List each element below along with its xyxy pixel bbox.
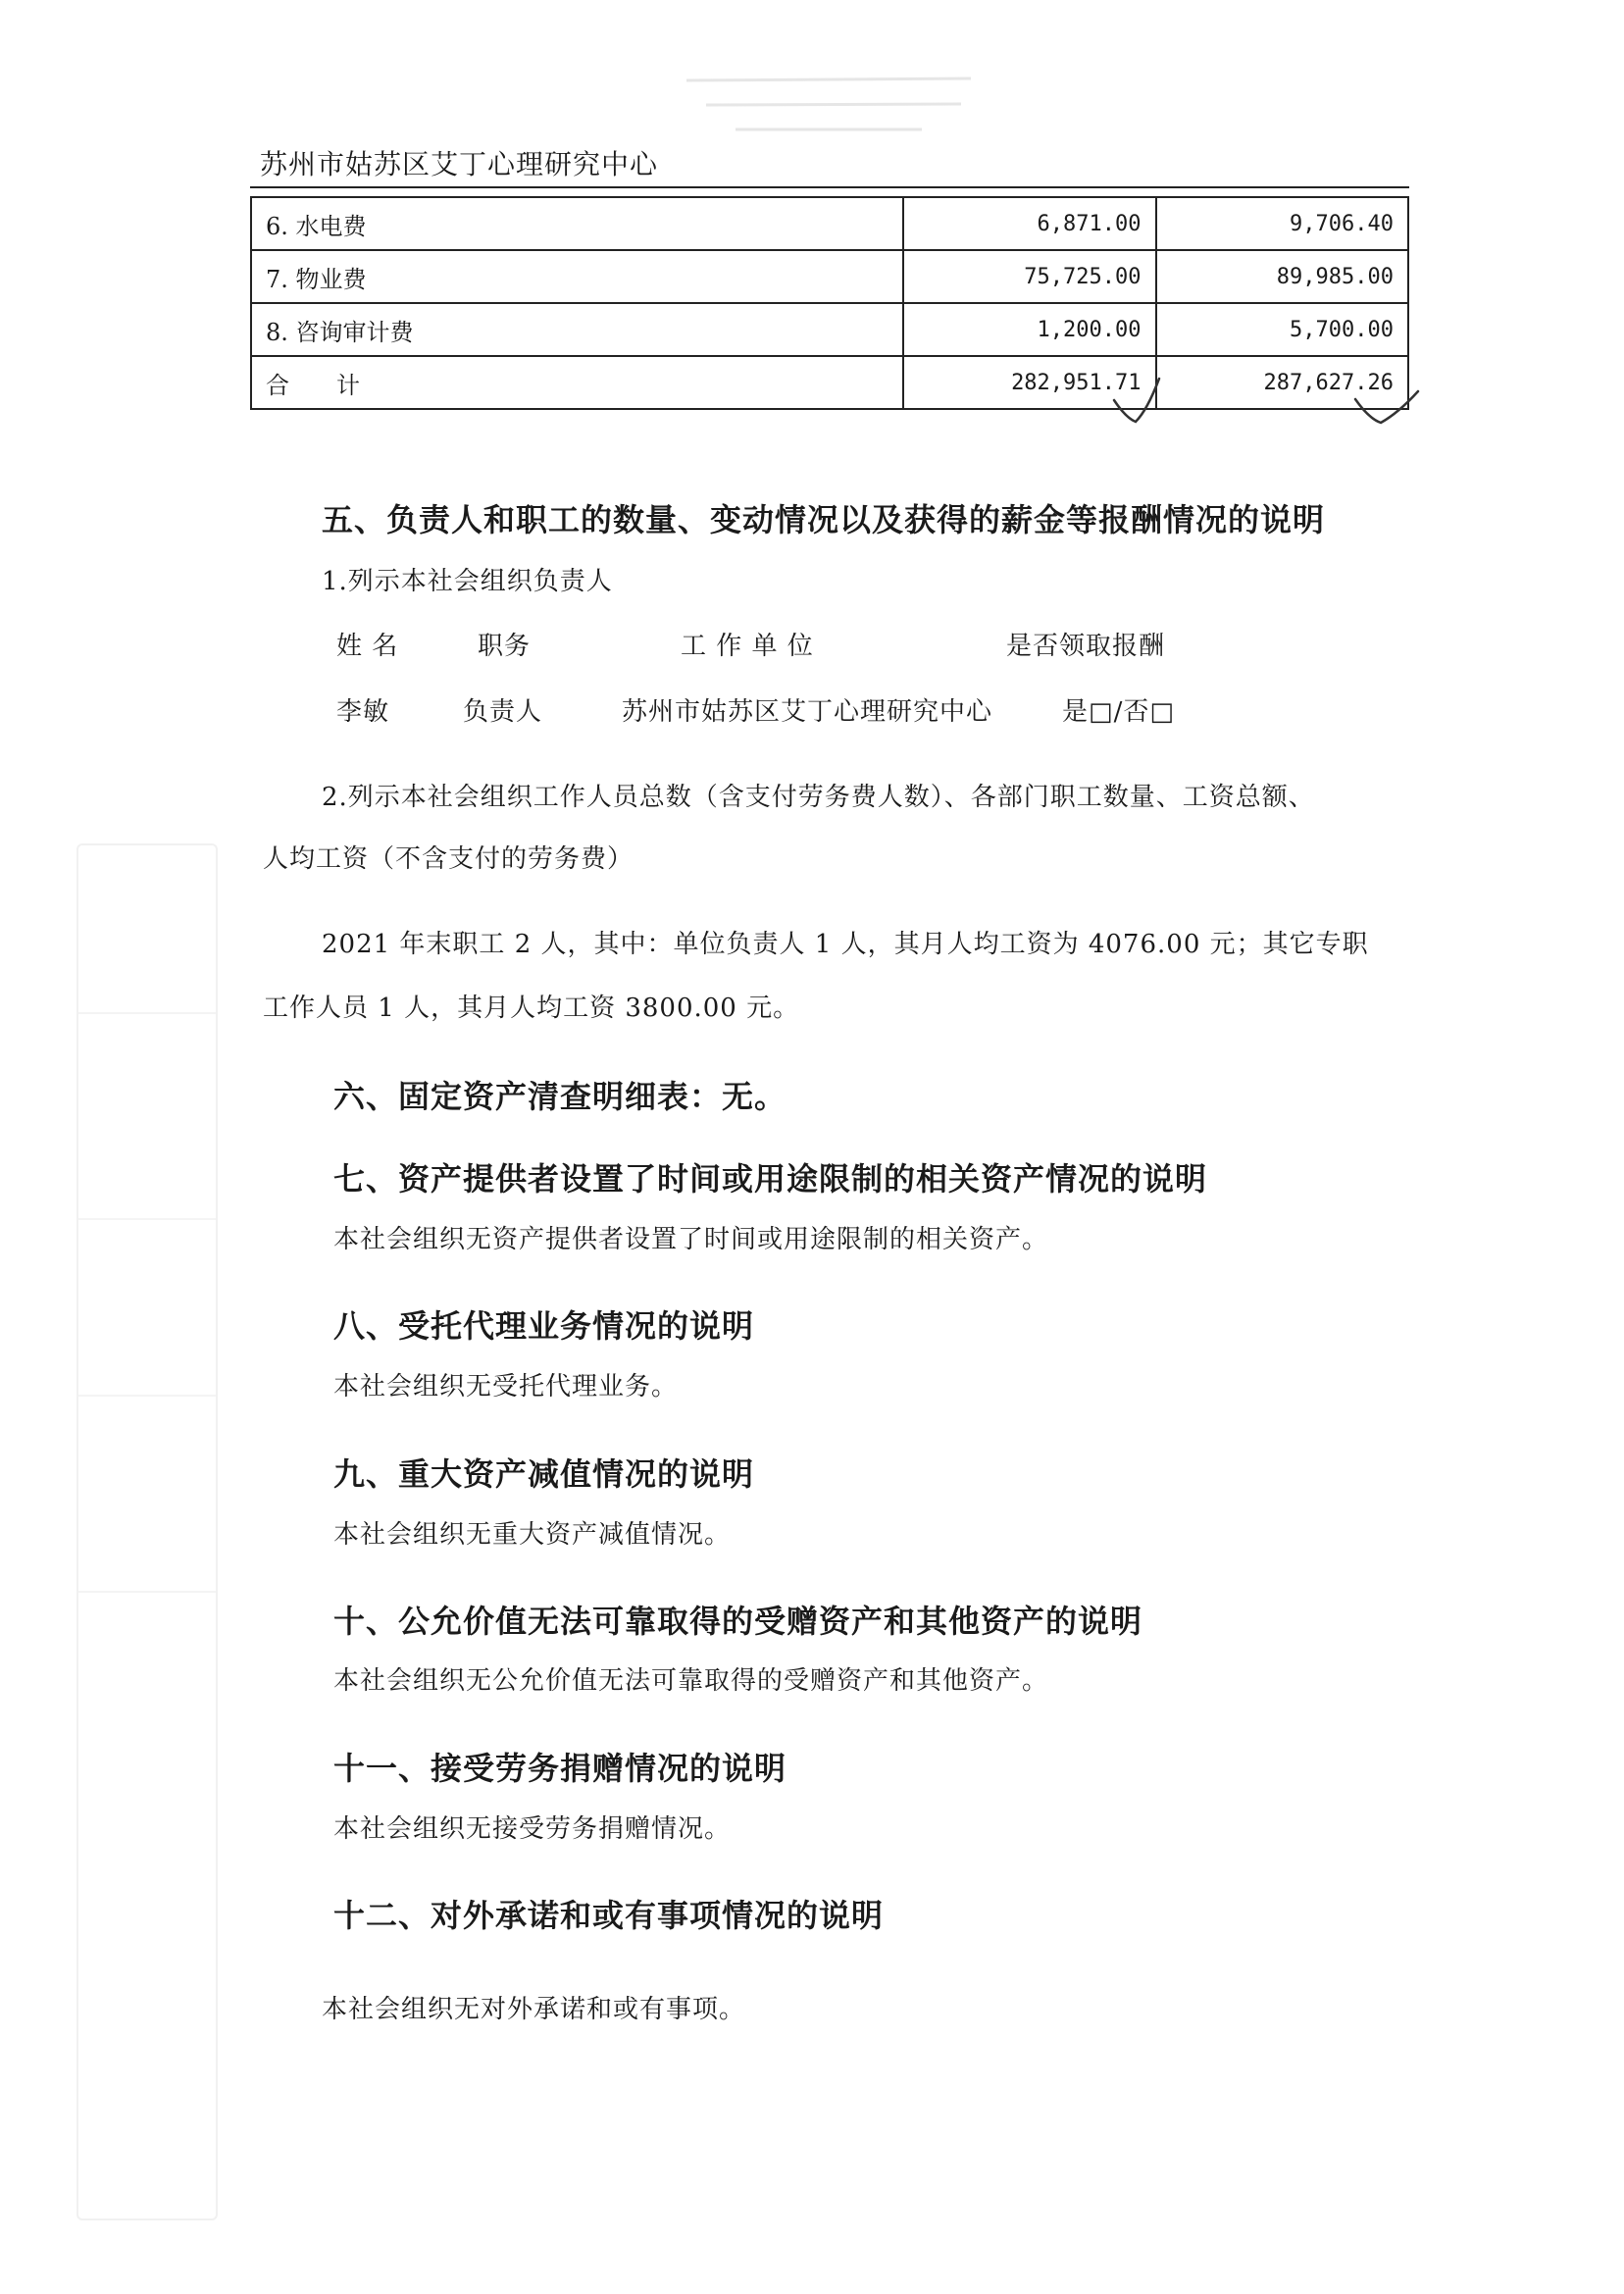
header-work-unit: 工 作 单 位 xyxy=(681,632,814,661)
leader-paid: 是□/否□ xyxy=(1062,697,1175,727)
header-paid: 是否领取报酬 xyxy=(1006,632,1166,661)
section11-title: 十一、接受劳务捐赠情况的说明 xyxy=(333,1750,787,1787)
section10-body: 本社会组织无公允价值无法可靠取得的受赠资产和其他资产。 xyxy=(333,1666,1049,1696)
header-rule xyxy=(250,186,1409,188)
section8-title: 八、受托代理业务情况的说明 xyxy=(333,1307,755,1345)
section11-body: 本社会组织无接受劳务捐赠情况。 xyxy=(333,1814,732,1844)
section12-title: 十二、对外承诺和或有事项情况的说明 xyxy=(333,1897,885,1934)
section8-body: 本社会组织无受托代理业务。 xyxy=(333,1372,679,1402)
header-name: 姓 名 xyxy=(336,632,399,661)
previous-amount: 89,985.00 xyxy=(1156,250,1408,303)
section9-body: 本社会组织无重大资产减值情况。 xyxy=(333,1520,732,1550)
current-amount: 1,200.00 xyxy=(903,303,1155,356)
leader-position: 负责人 xyxy=(463,697,543,727)
leader-work-unit: 苏州市姑苏区艾丁心理研究中心 xyxy=(622,697,993,727)
faint-stamp-ghost xyxy=(677,61,990,149)
section10-title: 十、公允价值无法可靠取得的受赠资产和其他资产的说明 xyxy=(333,1603,1143,1640)
faint-side-table-ghost xyxy=(76,843,218,2220)
staff-line2: 工作人员 1 人，其月人均工资 3800.00 元。 xyxy=(263,994,800,1023)
header-position: 职务 xyxy=(478,632,532,661)
expense-item: 6. 水电费 xyxy=(251,197,903,250)
total-label: 合 计 xyxy=(251,356,903,409)
expense-item: 7. 物业费 xyxy=(251,250,903,303)
total-row xyxy=(251,356,1408,409)
staff-line1: 2021 年末职工 2 人，其中：单位负责人 1 人，其月人均工资为 4076.00 元；其它专职 xyxy=(322,930,1369,959)
total-previous-amount: 287,627.26 xyxy=(1156,356,1408,409)
section5-sub2-line2: 人均工资（不含支付的劳务费） xyxy=(263,844,634,874)
leader-name: 李敏 xyxy=(336,697,390,727)
table-row xyxy=(251,250,1408,303)
handwritten-check-mark-icon xyxy=(1351,378,1425,436)
section5-title: 五、负责人和职工的数量、变动情况以及获得的薪金等报酬情况的说明 xyxy=(322,501,1326,538)
section5-sub2-line1: 2.列示本社会组织工作人员总数（含支付劳务费人数）、各部门职工数量、工资总额、 xyxy=(322,783,1315,812)
section9-title: 九、重大资产减值情况的说明 xyxy=(333,1455,755,1493)
table-row xyxy=(251,197,1408,250)
organization-header: 苏州市姑苏区艾丁心理研究中心 xyxy=(260,148,659,180)
section12-body: 本社会组织无对外承诺和或有事项。 xyxy=(322,1995,746,2024)
section7-body: 本社会组织无资产提供者设置了时间或用途限制的相关资产。 xyxy=(333,1225,1049,1254)
previous-amount: 9,706.40 xyxy=(1156,197,1408,250)
handwritten-check-mark-icon xyxy=(1108,371,1177,430)
total-current-amount: 282,951.71 xyxy=(903,356,1155,409)
section7-title: 七、资产提供者设置了时间或用途限制的相关资产情况的说明 xyxy=(333,1160,1208,1198)
previous-amount: 5,700.00 xyxy=(1156,303,1408,356)
current-amount: 75,725.00 xyxy=(903,250,1155,303)
current-amount: 6,871.00 xyxy=(903,197,1155,250)
expense-item: 8. 咨询审计费 xyxy=(251,303,903,356)
expense-table xyxy=(250,196,1409,410)
section5-sub1-title: 1.列示本社会组织负责人 xyxy=(322,567,613,596)
table-row xyxy=(251,303,1408,356)
section6-title: 六、固定资产清查明细表：无。 xyxy=(333,1078,787,1115)
